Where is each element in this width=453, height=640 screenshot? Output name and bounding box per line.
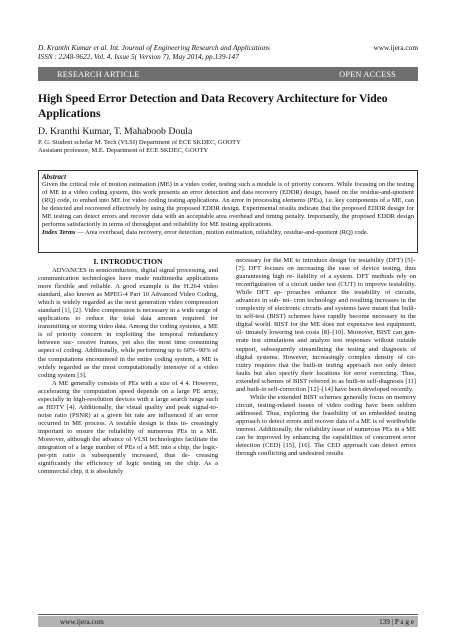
citation-line: D. Kranthi Kumar et al. Int. Journal of Engineering Research and Applications	[38, 43, 270, 52]
affiliation-2: Assistant professor, M.E. Department of ECE SKDEC, GOOTY	[38, 147, 209, 155]
footer-divider	[38, 614, 418, 615]
right-column	[236, 257, 416, 458]
section-heading-introduction: I. INTRODUCTION	[93, 257, 163, 266]
author-affiliations	[38, 139, 418, 156]
left-column	[38, 257, 218, 476]
research-article-label: RESEARCH ARTICLE	[57, 69, 140, 79]
article-type-banner	[38, 67, 418, 81]
index-terms-heading: Index Terms	[42, 229, 76, 237]
abstract-text: Given the critical role of motion estimation (ME) in a video coder, testing such a module is of priority concern. While focusing on the testing of ME in a video coding system, this work presents an error detection and data recovery (EDDR) design, based on the residue-and-quotient (RQ) code, to embed into ME for video coding testing applications. An error in processing elements (PEs), i.e. key components of a ME, can be detected and recovered effectively by using the proposed EDDR design. Experimental results indicate that the proposed EDDR design for ME testing can detect errors and recover data with an acceptable area overhead and timing penalty. Importantly, the proposed EDDR design performs satisfactorily in terms of throughput and reliability for ME testing applications.	[42, 181, 414, 229]
paper-title: High Speed Error Detection and Data Recovery Architecture for Video Applications	[38, 92, 388, 120]
paper-authors: D. Kranthi Kumar, T. Mahaboob Doula	[38, 126, 193, 137]
intro-paragraph-2: A ME generally consists of PEs with a size of 4 4. However, accelerating the computation speed depends on a large PE array, especially in high-resolution devices with a large search range such as HDTV [4]. Additionally, the visual quality and peak signal-to-noise ratio (PSNR) at a given bit rate are influenced if an error occurred in ME process. A testable design is thus in- creasingly important to ensure the reliability of numerous PEs in a ME. Moreover, although the advance of VLSI technologies facilitate the integration of a large number of PEs of a ME into a chip, the logic-per-pin ratio is subsequently increased, thus de- creasing significantly the efficiency of logic testing on the chip. As a commercial chip, it is absolutely	[38, 379, 218, 476]
page-number: 139 | P a g e	[379, 617, 414, 626]
abstract-heading: Abstract	[42, 173, 67, 181]
abstract-box	[38, 170, 418, 253]
journal-url[interactable]: www.ijera.com	[373, 43, 418, 52]
index-terms	[42, 229, 414, 237]
footer-url[interactable]: www.ijera.com	[60, 617, 104, 626]
intro-paragraph-1: ADVANCES in semiconductors, digital signal processing, and communication technologies have made multimedia applications more flexible and reliable. A good example is the H.264 video standard, also known as MPEG-4 Part 10 Advanced Video Coding, which is widely regarded as the next generation video compression standard [1], [2]. Video compression is necessary in a wide range of applications to reduce the total data amount required for transmitting or storing video data. Among the coding systems, a ME is of priority concern in exploiting the temporal redundancy between suc- cessive frames, yet also the most time consuming aspect of coding. Additionally, while performing up to 60%–90% of the computations encountered in the entire coding system, a ME is widely regarded as the most computationally intensive of a video coding system [3].	[38, 267, 218, 379]
open-access-label: OPEN ACCESS	[339, 69, 396, 79]
journal-header	[38, 43, 418, 61]
issn-line: ISSN : 2248-9622, Vol. 4, Issue 5( Version 7), May 2014, pp.139-147	[38, 52, 239, 61]
intro-paragraph-4: While the extended BIST schemes generally focus on memory circuit, testing-related issues of video coding have been seldom addressed. Thus, exploring the feasibility of an embedded testing approach to detect errors and recover data of a ME is of worthwhile interest. Additionally, the reliability issue of numerous PEs in a ME can be improved by enhancing the capabilities of concurrent error detection (CED) [15], [16]. The CED approach can detect errors through conflicting and undesired results	[236, 393, 416, 458]
affiliation-1: P. G. Student scholar M. Tech (VLSI) Department of ECE SKDEC, GOOTY	[38, 139, 241, 146]
page-footer	[38, 616, 418, 627]
intro-paragraph-3: necessary for the ME to introduce design for testability (DFT) [5]–[7]. DFT focuses on increasing the ease of device testing, thus guaranteeing high re- liability of a system. DFT methods rely on reconfiguration of a circuit under test (CUT) to improve testability. While DFT ap- proaches enhance the testability of circuits, advances in sub- mi- cron technology and resulting increases in the complexity of electronic circuits and systems have meant that built-in self-test (BIST) schemes have rapidly become necessary in the digital world. BIST for the ME does not expensive test equipment, ul- timately lowering test costs [8]–[10]. Moreover, BIST can gen- erate test simulations and analyze test responses without outside support, subsequently streamlining the testing and diagnosis of digital systems. However, increasingly complex density of cir- cuitry requires that the built-in testing approach not only detect faults but also specify their locations for error correcting. Thus, extended schemes of BIST referred to as built-in self-diagnosis [11] and built-in self-correction [12]–[14] have been developed recently.	[236, 257, 416, 393]
index-terms-text: — Area overhead, data recovery, error detection, motion estimation, reliability, residue-and-quotient (RQ) code.	[75, 229, 369, 237]
